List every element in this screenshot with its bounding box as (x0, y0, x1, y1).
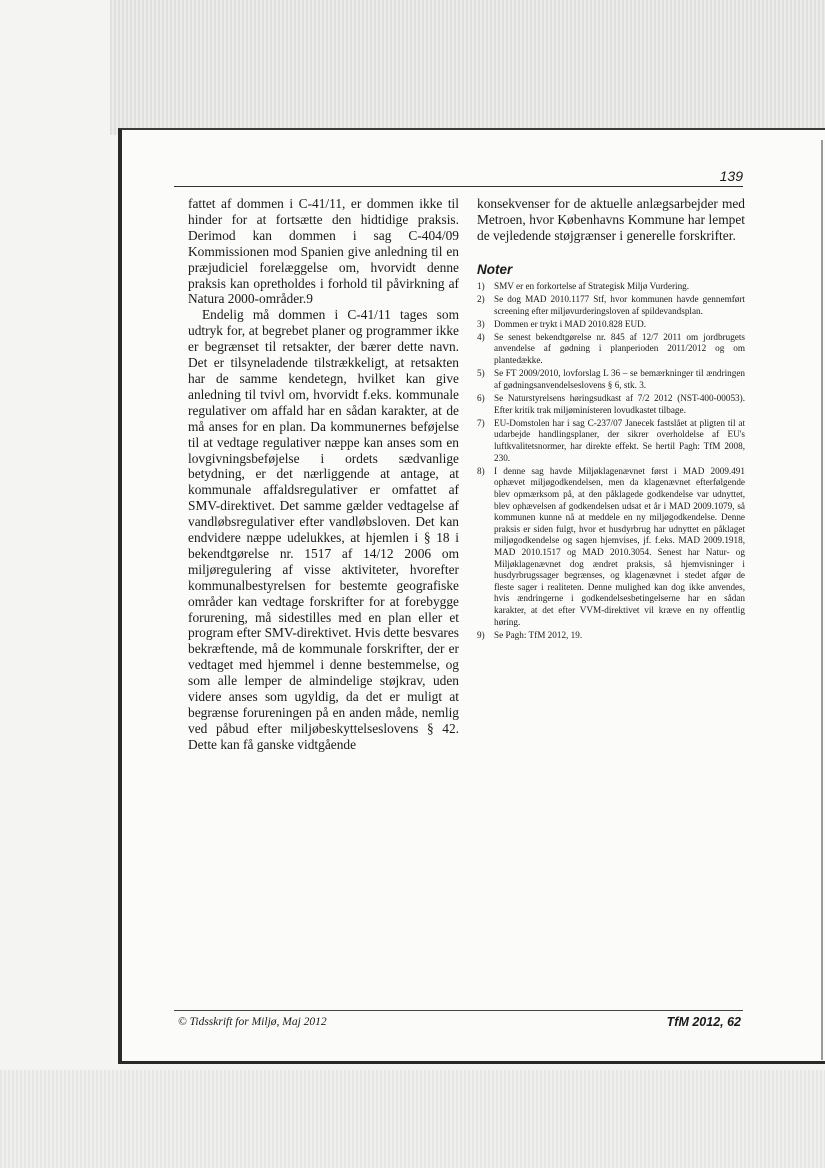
note-text: I denne sag havde Miljøklagenævnet først i MAD 2009.491 ophævet miljøgodkendelsen, men da klagenævnet efterfølgende blev opmærksom på, at den påklagede godkendelse var udnyttet, blev ophævelsen af godkendelsen udsat et år i MAD 2009.1079, så kommunen kunne nå at meddele en ny miljøgodkendelse. Denne praksis er siden fulgt, hvor et husdyrbrug har udnyttet en påklaget miljøgodkendelse og sagen hjemvises, jf. f.eks. MAD 2009.1918, MAD 2010.1517 og MAD 2010.3054. Senest har Natur- og Miljøklagenævnet dog ændret praksis, så hjemvisninger i husdyrbrugssager begrænses, og klagenævnet i stedet afgør de fleste sager i realiteten. Denne mulighed kan dog ikke anvendes, hvis ændringerne i godkendelsesbetingelserne har en sådan karakter, at det efter VVM-direktivet vil kræve en ny offentlig høring. (494, 465, 745, 627)
scan-shadow-top (110, 0, 825, 135)
document-page (118, 128, 825, 1064)
footer-citation: TfM 2012, 62 (666, 1015, 741, 1029)
note-text: Se Pagh: TfM 2012, 19. (494, 629, 583, 640)
note-item (477, 281, 745, 293)
note-text: Se Naturstyrelsens høringsudkast af 7/2 2012 (NST-400-00053). Efter kritik trak miljøministeren lovudkastet tilbage. (494, 393, 745, 415)
note-item (477, 368, 745, 391)
note-number: 2) (477, 293, 485, 304)
note-item (477, 393, 745, 416)
note-item (477, 294, 745, 317)
page-edge (821, 140, 823, 1060)
note-number: 6) (477, 393, 485, 404)
note-number: 7) (477, 417, 485, 428)
note-number: 4) (477, 331, 485, 342)
note-text: Se dog MAD 2010.1177 Stf, hvor kommunen havde gennemført screening efter miljøvurderingsloven af spildevandsplan. (494, 293, 745, 316)
scan-shadow-bottom (0, 1070, 825, 1168)
header-rule (174, 186, 743, 187)
paragraph-continuation: konsekvenser for de aktuelle anlægsarbejder med Metroen, hvor Københavns Kommune har lempet de vejledende støjgrænser i generelle forskrifter. (477, 196, 745, 243)
right-column (477, 196, 745, 643)
note-number: 3) (477, 318, 485, 329)
note-item (477, 418, 745, 464)
note-text: EU-Domstolen har i sag C-237/07 Janecek fastslået at pligten til at udarbejde handlingsplaner, der sikrer overholdelse af EU's luftkvalitetsnormer, har direkte effekt. Se hertil Pagh: TfM 2008, 230. (494, 417, 745, 463)
left-column (188, 196, 459, 753)
note-number: 8) (477, 465, 485, 476)
footer-copyright: © Tidsskrift for Miljø, Maj 2012 (178, 1016, 327, 1028)
note-text: Se FT 2009/2010, lovforslag L 36 – se bemærkninger til ændringen af gødningsanvendelseslovens § 6, stk. 3. (494, 368, 745, 390)
page-number: 139 (719, 168, 743, 184)
note-item (477, 332, 745, 367)
note-item (477, 319, 745, 331)
note-item (477, 630, 745, 642)
note-text: SMV er en forkortelse af Strategisk Miljø Vurdering. (494, 280, 690, 291)
paragraph: Endelig må dommen i C-41/11 tages som udtryk for, at begrebet planer og programmer ikke er begrænset til retsakter, der bærer dette navn. Det er tilsyneladende tilstrækkeligt, at retsakten har de samme kendetegn, hvilket kan give anledning til tvivl om, hvorvidt f.eks. kommunale regulativer om affald har en sådan karakter, at de må anses for en plan. Da kommunernes beføjelse til at vedtage regulativer næppe kan anses som en lovgivningsbeføjelse i ordets sædvanlige betydning, er det nærliggende at antage, at kommunale affaldsregulativer er omfattet af SMV-direktivet. Det samme gælder vedtagelse af vandløbsregulativer efter vandløbsloven. Det kan endvidere næppe udelukkes, at hjemlen i § 18 i bekendtgørelse nr. 1517 af 14/12 2006 om miljøregulering af visse aktiviteter, hvorefter kommunalbestyrelsen for bestemte geografiske områder kan vedtage forskrifter for at forebygge forurening, må sidestilles med en plan eller et program efter SMV-direktivet. Hvis dette besvares bekræftende, må de kommunale forskrifter, der er vedtaget med hjemmel i denne bestemmelse, og som alle lemper de almindelige støjkrav, uden videre anses som ugyldig, da det er muligt at begrænse forureningen på en anden måde, nemlig ved påbud efter miljøbeskyttelseslovens § 42. Dette kan få ganske vidtgående (188, 307, 459, 752)
note-text: Dommen er trykt i MAD 2010.828 EUD. (494, 318, 647, 329)
note-text: Se senest bekendtgørelse nr. 845 af 12/7 2011 om jordbrugets anvendelse af gødning i planperioden 2011/2012 og om plantedække. (494, 331, 745, 366)
note-number: 5) (477, 368, 485, 379)
notes-list (477, 281, 745, 642)
note-number: 9) (477, 629, 485, 640)
note-number: 1) (477, 280, 485, 291)
notes-heading: Noter (477, 261, 513, 277)
footer-rule (174, 1010, 743, 1011)
note-item (477, 466, 745, 628)
paragraph: fattet af dommen i C-41/11, er dommen ikke til hinder for at fortsætte den hidtidige praksis. Derimod kan dommen i sag C-404/09 Kommissionen mod Spanien give anledning til en præjudiciel forelæggelse om, hvorvidt denne praksis kan opretholdes i forhold til påvirkning af Natura 2000-områder.9 (188, 196, 459, 307)
